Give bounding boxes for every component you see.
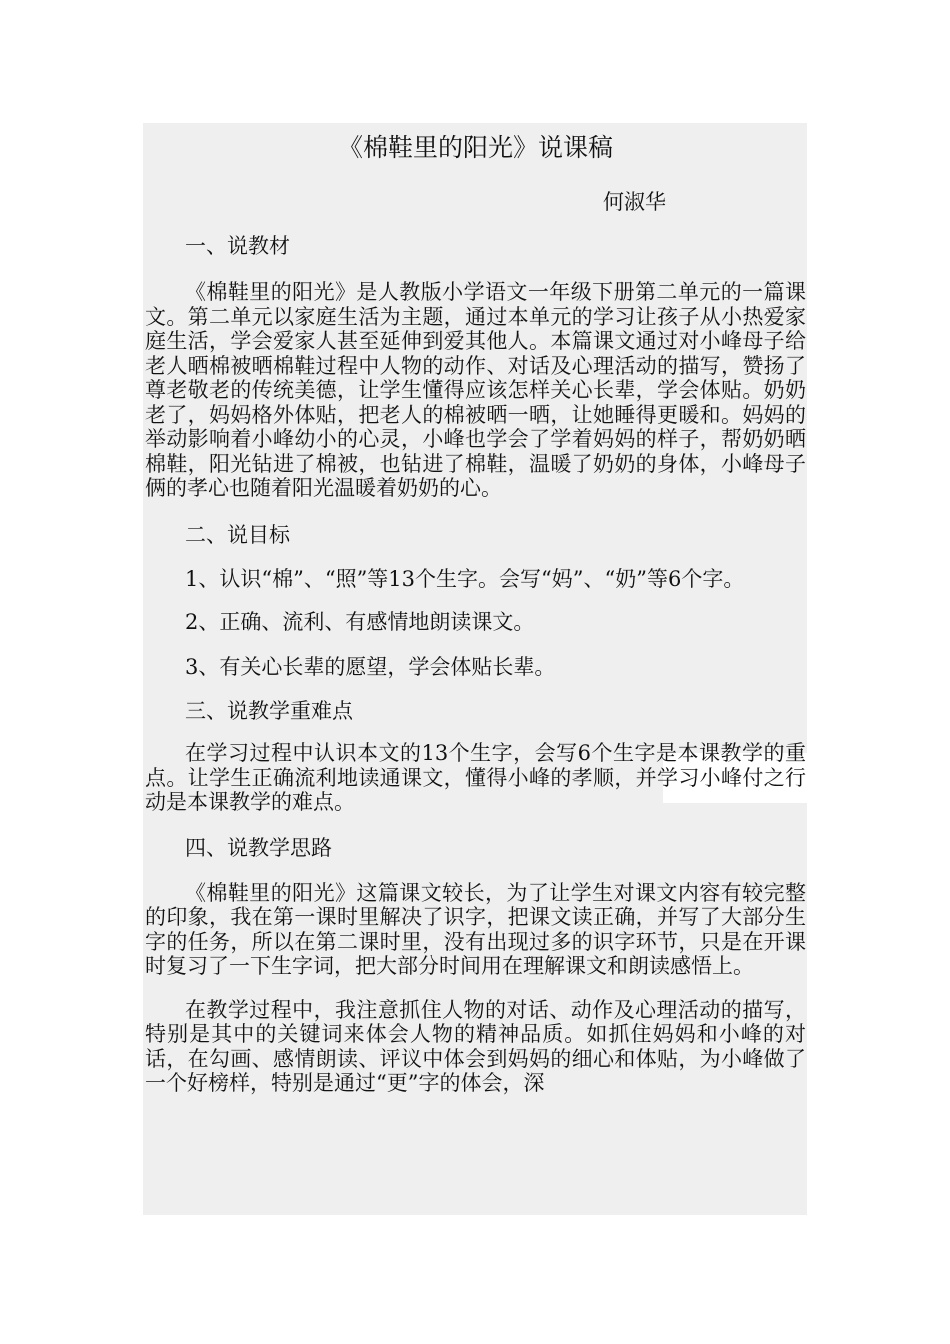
section-heading: 一、说教材 — [185, 234, 290, 258]
paragraph: 《棉鞋里的阳光》是人教版小学语文一年级下册第二单元的一篇课文。第二单元以家庭生活为主题，通过本单元的学习让孩子从小热爱家庭生活，学会爱家人甚至延伸到爱其他人。本篇课文通过对小峰母子给老人晒棉被晒棉鞋过程中人物的动作、对话及心理活动的描写，赞扬了尊老敬老的传统美德，让学生懂得应该怎样关心长辈，学会体贴。奶奶老了，妈妈格外体贴，把老人的棉被晒一晒，让她睡得更暖和。妈妈的举动影响着小峰幼小的心灵，小峰也学会了学着妈妈的样子，帮奶奶晒棉鞋，阳光钻进了棉被，也钻进了棉鞋，温暖了奶奶的身体，小峰母子俩的孝心也随着阳光温暖着奶奶的心。 — [145, 280, 806, 500]
section-heading: 三、说教学重难点 — [185, 699, 353, 723]
paragraph: 在教学过程中，我注意抓住人物的对话、动作及心理活动的描写，特别是其中的关键词来体会人物的精神品质。如抓住妈妈和小峰的对话，在勾画、感情朗读、评议中体会到妈妈的细心和体贴，为小峰做了一个好榜样，特别是通过“更”字的体会，深 — [145, 997, 806, 1095]
objective-item: 1、认识“棉”、“照”等13个生字。会写“妈”、“奶”等6个字。 — [185, 566, 745, 591]
section-heading: 四、说教学思路 — [185, 835, 332, 860]
author-name: 何淑华 — [603, 190, 666, 214]
objective-item: 2、正确、流利、有感情地朗读课文。 — [185, 610, 535, 634]
paragraph: 在学习过程中认识本文的13个生字，会写6个生字是本课教学的重点。让学生正确流利地读通课文，懂得小峰的孝顺，并学习小峰付之行动是本课教学的难点。 — [145, 741, 806, 814]
document-body — [145, 128, 806, 1096]
paragraph: 《棉鞋里的阳光》这篇课文较长，为了让学生对课文内容有较完整的印象，我在第一课时里解决了识字，把课文读正确，并写了大部分生字的任务，所以在第二课时里，没有出现过多的识字环节，只是在开课时复习了一下生字词，把大部分时间用在理解课文和朗读感悟上。 — [145, 880, 806, 978]
section-heading: 二、说目标 — [185, 522, 290, 547]
document-title: 《棉鞋里的阳光》说课稿 — [337, 133, 613, 162]
objective-item: 3、有关心长辈的愿望，学会体贴长辈。 — [185, 654, 556, 679]
